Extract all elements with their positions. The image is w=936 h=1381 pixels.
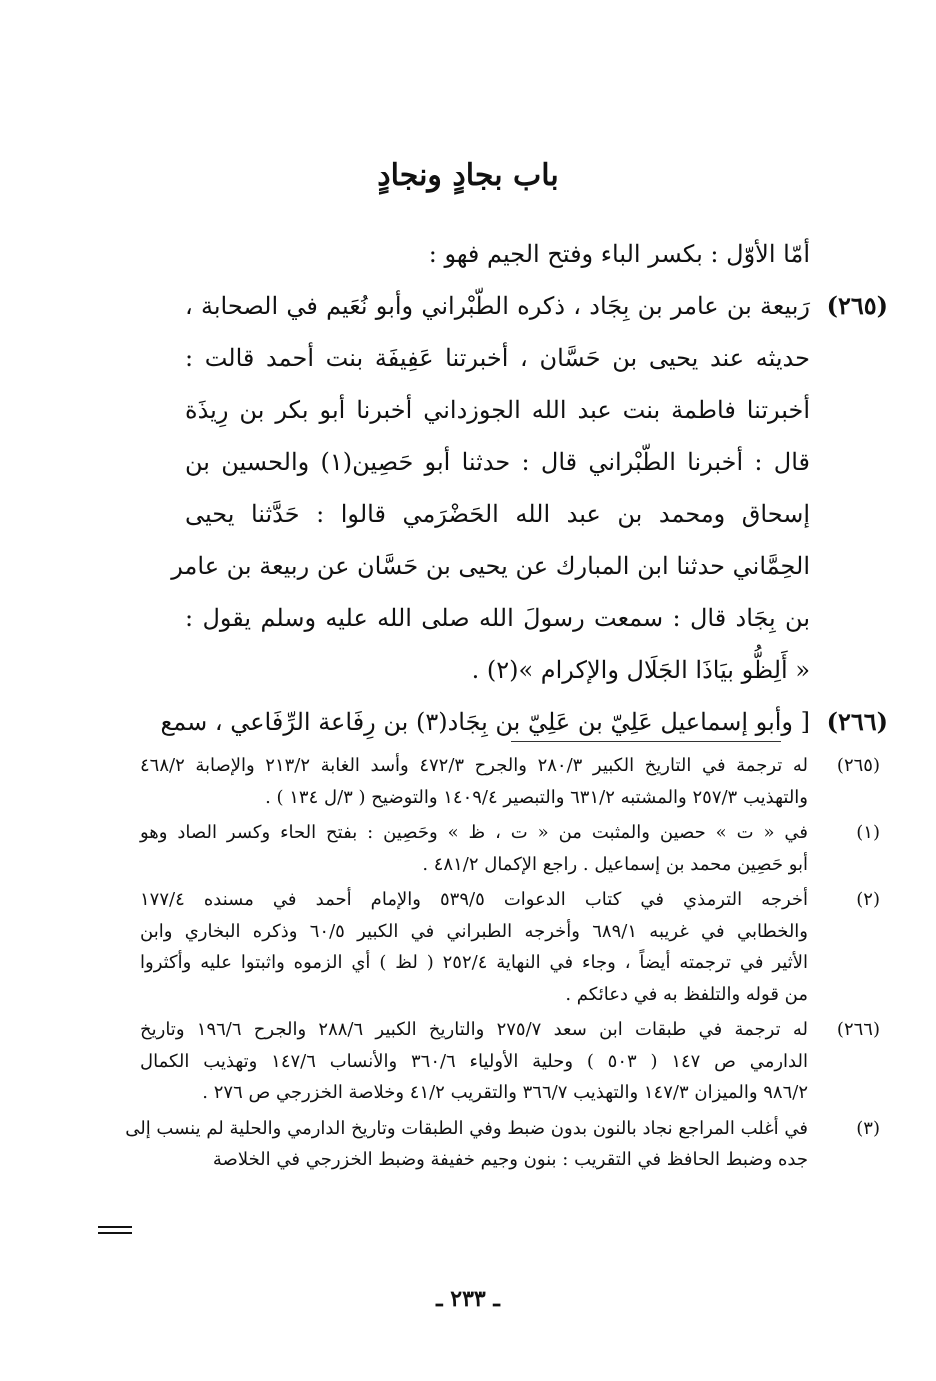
footnote-line: والخطابي في غريبه ٦٨٩/١ وأخرجه الطبراني في الكبير ٦٠/٥ وذكره البخاري وابن — [140, 920, 808, 942]
footnote-line: أخرجه الترمذي في كتاب الدعوات ٥٣٩/٥ والإمام أحمد في مسنده ١٧٧/٤ — [140, 889, 809, 910]
text-line: أخبرتنا فاطمة بنت عبد الله الجوزداني أخبرنا أبو بكر بن رِيذَة — [185, 396, 810, 424]
text-line: بن بِجَاد قال : سمعت رسولَ الله صلى الله عليه وسلم يقول : — [185, 604, 810, 632]
footnote-line: ٩٨٦/٢ والميزان ١٤٧/٣ والتهذيب ٣٦٦/٧ والتقريب ٤١/٢ وخلاصة الخزرجي ص ٢٧٦ . — [202, 1082, 808, 1103]
footnote-line: الأثير في ترجمته أيضاً ، وجاء في النهاية ٢٥٢/٤ ( لظ ) أي الزموه واثبتوا عليه وأكثروا — [140, 952, 808, 973]
footnote-number: (٢٦٥) — [836, 755, 880, 776]
footnote-line: أبو حَصِين محمد بن إسماعيل . راجع الإكمال ٤٨١/٢ . — [422, 853, 808, 875]
footnote-line: في « ت » حصين والمثبت من « ت ، ظ » وحَصِين : بفتح الحاء وكسر الصاد وهو — [140, 822, 808, 843]
footnote-line: من قوله والتلفظ به في دعائكم . — [565, 983, 808, 1005]
entry-number: (٢٦٥) — [826, 291, 888, 320]
footnote-number: (١) — [856, 822, 880, 843]
footnote-line: له ترجمة في التاريخ الكبير ٢٨٠/٣ والجرح ٤٧٢/٣ وأسد الغابة ٢١٣/٢ والإصابة ٤٦٨/٢ — [140, 755, 808, 776]
footnote-line: والتهذيب ٢٥٧/٣ والمشتبه ٦٣١/٢ والتبصير ١٤٠٩/٤ والتوضيح ( ٣/ل ١٣٤ ) . — [265, 786, 808, 808]
footnote-266 — [140, 1014, 880, 1109]
intro-line: أمّا الأوّل : بكسر الباء وفتح الجيم فهو : — [428, 240, 810, 268]
text-line: الحِمَّاني حدثنا ابن المبارك عن يحيى بن حَسَّان عن ربيعة بن عامر — [171, 552, 810, 580]
text-line: إسحاق ومحمد بن عبد الله الحَضْرَمي قالوا : حَدَّثنا يحيى — [185, 500, 810, 528]
footnotes — [125, 750, 880, 1180]
main-text — [160, 228, 888, 748]
chapter-title: باب بجادٍ ونجادٍ — [377, 158, 559, 193]
text-line: « أَلِظُّو بيَاذَا الجَلَال والإكرام »(٢) . — [471, 656, 810, 684]
footnote-2 — [140, 884, 880, 1010]
footnote-1 — [140, 817, 880, 880]
entry-265 — [171, 280, 888, 696]
footnote-265 — [140, 750, 880, 813]
text-line: حديثه عند يحيى بن حَسَّان ، أخبرتنا عَفِيفَة بنت أحمد قالت : — [185, 344, 810, 372]
text-line: رَبيعة بن عامر بن بِجَاد ، ذكره الطّبْراني وأبو نُعَيم في الصحابة ، — [185, 292, 810, 320]
footnote-number: (٢) — [856, 889, 880, 910]
text-line: [ وأبو إسماعيل عَلِيّ بن عَلِيّ بن بِجَاد(٣) بن رِفَاعة الرِّفَاعي ، سمع — [160, 708, 810, 736]
footnote-line: في أغلب المراجع نجاد بالنون بدون ضبط وفي الطبقات وتاريخ الدارمي والحلية لم ينسب إلى — [125, 1117, 808, 1139]
footnote-separator — [511, 741, 781, 742]
footnote-line: جده وضبط الحافظ في التقريب : بنون وجيم خفيفة وضبط الخزرجي في الخلاصة — [212, 1149, 808, 1170]
page-number: ـ ٢٣٣ ـ — [436, 1286, 500, 1312]
footnote-line: له ترجمة في طبقات ابن سعد ٢٧٥/٧ والتاريخ الكبير ٢٨٨/٦ والجرح ١٩٦/٦ وتاريخ — [140, 1019, 808, 1040]
footnote-3 — [125, 1113, 880, 1176]
entry-number: (٢٦٦) — [826, 707, 888, 736]
footnote-number: (٣) — [856, 1117, 880, 1139]
footnote-line: الدارمي ص ١٤٧ ( ٥٠٣ ) وحلية الأولياء ٣٦٠/٦ والأنساب ١٤٧/٦ وتهذيب الكمال — [140, 1050, 808, 1072]
footnote-number: (٢٦٦) — [836, 1019, 880, 1040]
continuation-mark — [98, 1226, 132, 1234]
text-line: قال : أخبرنا الطّبْراني قال : حدثنا أبو حَصِين(١) والحسين بن — [185, 448, 810, 476]
